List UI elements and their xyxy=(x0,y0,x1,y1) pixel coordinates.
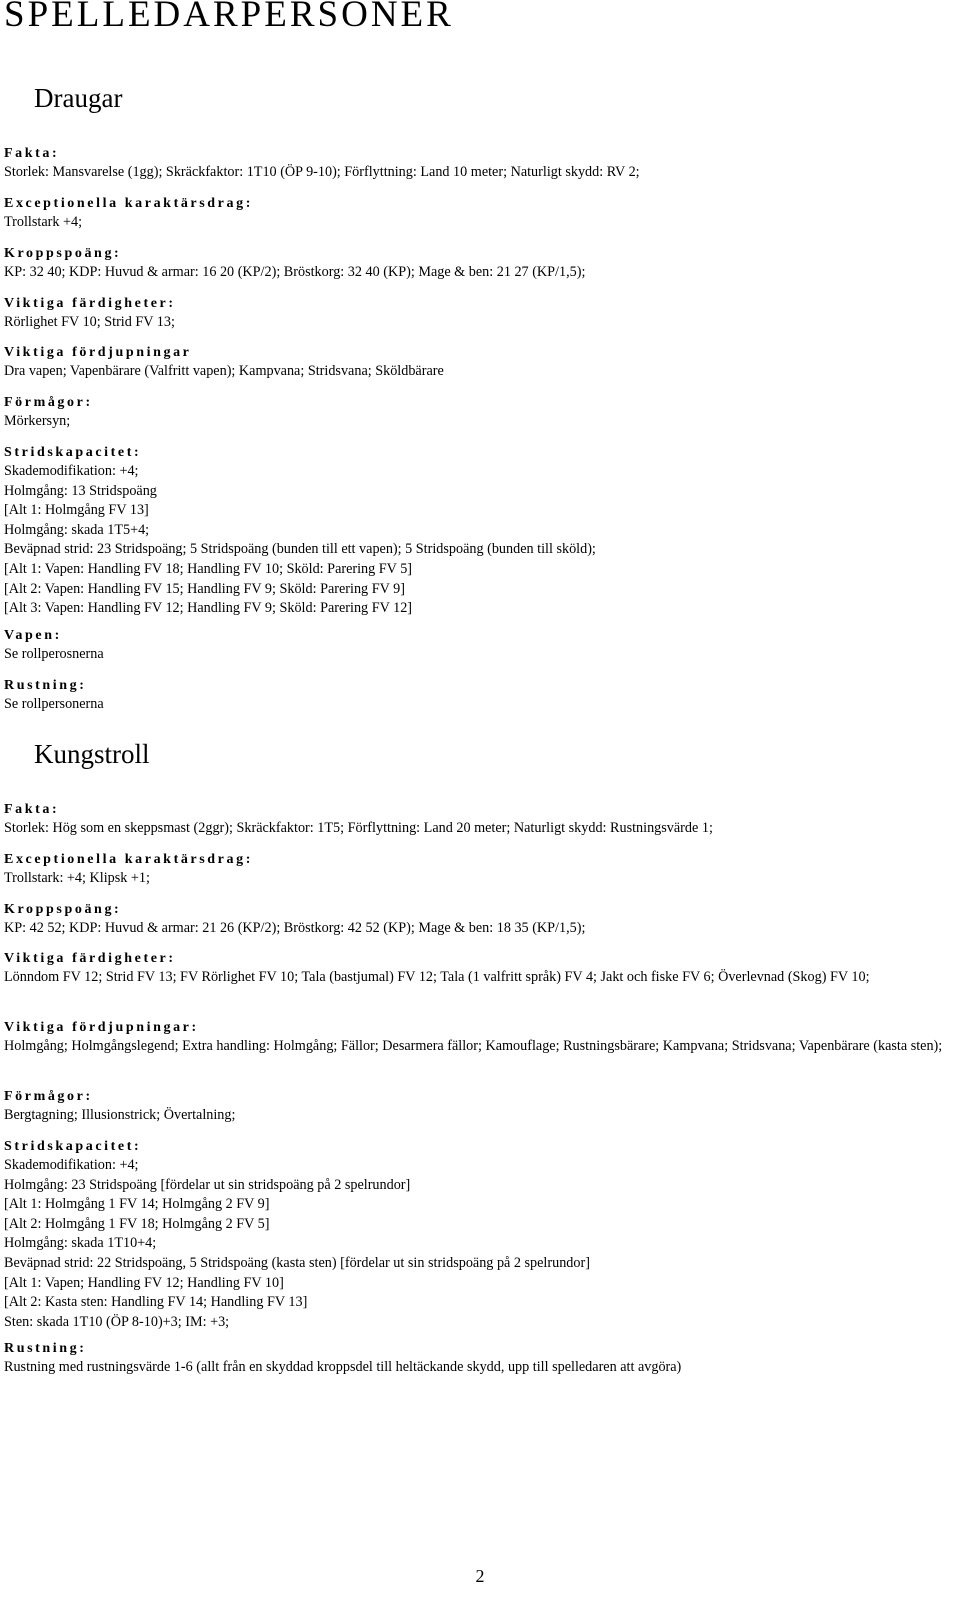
section-label: Vapen: xyxy=(4,628,62,643)
section-text: [Alt 2: Vapen: Handling FV 15; Handling FV 9; Sköld: Parering FV 9] xyxy=(4,580,405,597)
section-text: Holmgång: 23 Stridspoäng [fördelar ut sin stridspoäng på 2 spelrundor] xyxy=(4,1176,411,1193)
section-label: Stridskapacitet: xyxy=(4,445,142,460)
section-fordjupningar xyxy=(4,343,948,382)
section-rustning xyxy=(4,1339,948,1378)
section-text: Holmgång: 13 Stridspoäng xyxy=(4,482,157,499)
section-fakta xyxy=(4,800,948,839)
section-label: Viktiga färdigheter: xyxy=(4,296,176,311)
section-vapen xyxy=(4,626,948,665)
monster-title-kungstroll: Kungstroll xyxy=(34,739,150,769)
section-text: [Alt 1: Vapen; Handling FV 12; Handling FV 10] xyxy=(4,1274,284,1291)
section-label: Stridskapacitet: xyxy=(4,1139,142,1154)
section-text: Skademodifikation: +4; xyxy=(4,1157,139,1173)
section-text: Skademodifikation: +4; xyxy=(4,463,139,479)
section-stridskapacitet xyxy=(4,443,948,619)
section-text: Sten: skada 1T10 (ÖP 8-10)+3; IM: +3; xyxy=(4,1313,230,1330)
section-label: Exceptionella karaktärsdrag: xyxy=(4,852,253,867)
section-text: [Alt 1: Holmgång FV 13] xyxy=(4,502,149,519)
section-text: [Alt 1: Holmgång 1 FV 14; Holmgång 2 FV 9] xyxy=(4,1196,270,1213)
section-text: [Alt 2: Kasta sten: Handling FV 14; Handling FV 13] xyxy=(4,1294,308,1311)
section-text: Holmgång: skada 1T10+4; xyxy=(4,1235,157,1252)
page-number: 2 xyxy=(475,1566,485,1586)
section-label: Fakta: xyxy=(4,146,60,161)
section-text: Mörkersyn; xyxy=(4,413,71,429)
section-text: [Alt 3: Vapen: Handling FV 12; Handling FV 9; Sköld: Parering FV 12] xyxy=(4,600,413,617)
section-text: [Alt 2: Holmgång 1 FV 18; Holmgång 2 FV 5] xyxy=(4,1215,270,1232)
section-text: KP: 42 52; KDP: Huvud & armar: 21 26 (KP/2); Bröstkorg: 42 52 (KP); Mage & ben: 18 35 (KP/1,5); xyxy=(4,920,586,936)
section-text: Holmgång: skada 1T5+4; xyxy=(4,521,150,538)
section-exceptionella xyxy=(4,194,948,233)
section-fardigheter xyxy=(4,949,948,988)
section-text: Rörlighet FV 10; Strid FV 13; xyxy=(4,314,175,330)
section-text: KP: 32 40; KDP: Huvud & armar: 16 20 (KP/2); Bröstkorg: 32 40 (KP); Mage & ben: 21 27 (KP/1,5); xyxy=(4,264,586,280)
section-text: Se rollpersonerna xyxy=(4,696,104,712)
section-kroppspoang xyxy=(4,900,948,939)
section-text: Trollstark +4; xyxy=(4,214,83,230)
section-kroppspoang xyxy=(4,244,948,283)
section-text: Beväpnad strid: 23 Stridspoäng; 5 Stridspoäng (bunden till ett vapen); 5 Stridspoäng (bunden till sköld); xyxy=(4,541,596,558)
section-exceptionella xyxy=(4,850,948,889)
page-title: SPELLEDARPERSONER xyxy=(4,0,454,35)
section-text: Lönndom FV 12; Strid FV 13; FV Rörlighet FV 10; Tala (bastjumal) FV 12; Tala (1 valfritt språk) FV 4; Jakt och fiske FV 6; Överlevnad (Skog) FV 10; xyxy=(4,969,870,985)
section-text: Storlek: Hög som en skeppsmast (2ggr); Skräckfaktor: 1T5; Förflyttning: Land 20 meter; Naturligt skydd: Rustningsvärde 1; xyxy=(4,820,713,836)
section-text: [Alt 1: Vapen: Handling FV 18; Handling FV 10; Sköld: Parering FV 5] xyxy=(4,560,413,577)
section-label: Viktiga färdigheter: xyxy=(4,951,176,966)
section-stridskapacitet xyxy=(4,1137,948,1332)
section-label: Fakta: xyxy=(4,802,60,817)
section-label: Rustning: xyxy=(4,1341,87,1356)
section-text: Beväpnad strid: 22 Stridspoäng, 5 Stridspoäng (kasta sten) [fördelar ut sin stridspoäng på 2 spelrundor] xyxy=(4,1254,590,1271)
section-label: Förmågor: xyxy=(4,1089,93,1104)
section-label: Kroppspoäng: xyxy=(4,246,122,261)
section-fordjupningar xyxy=(4,1018,948,1057)
monster-title-draugar: Draugar xyxy=(34,83,123,113)
section-label: Rustning: xyxy=(4,678,87,693)
section-text: Holmgång; Holmgångslegend; Extra handling: Holmgång; Fällor; Desarmera fällor; Kamouflage; Rustningsbärare; Kampvana; Stridsvana; Vapenbärare (kasta sten); xyxy=(4,1038,943,1054)
section-label: Förmågor: xyxy=(4,395,93,410)
section-text: Storlek: Mansvarelse (1gg); Skräckfaktor: 1T10 (ÖP 9-10); Förflyttning: Land 10 meter; Naturligt skydd: RV 2; xyxy=(4,164,640,180)
section-fardigheter xyxy=(4,294,948,333)
section-fakta xyxy=(4,144,948,183)
section-formagor xyxy=(4,393,948,432)
section-text: Rustning med rustningsvärde 1-6 (allt från en skyddad kroppsdel till heltäckande skydd, upp till spelledaren att avgöra) xyxy=(4,1359,682,1375)
section-text: Trollstark: +4; Klipsk +1; xyxy=(4,870,150,886)
section-label: Kroppspoäng: xyxy=(4,902,122,917)
section-formagor xyxy=(4,1087,948,1126)
section-text: Se rollperosnerna xyxy=(4,646,104,662)
section-rustning xyxy=(4,676,948,715)
section-label: Viktiga fördjupningar: xyxy=(4,1020,199,1035)
section-label: Exceptionella karaktärsdrag: xyxy=(4,196,253,211)
section-label: Viktiga fördjupningar xyxy=(4,345,192,360)
section-text: Dra vapen; Vapenbärare (Valfritt vapen); Kampvana; Stridsvana; Sköldbärare xyxy=(4,363,444,379)
section-text: Bergtagning; Illusionstrick; Övertalning; xyxy=(4,1107,236,1123)
